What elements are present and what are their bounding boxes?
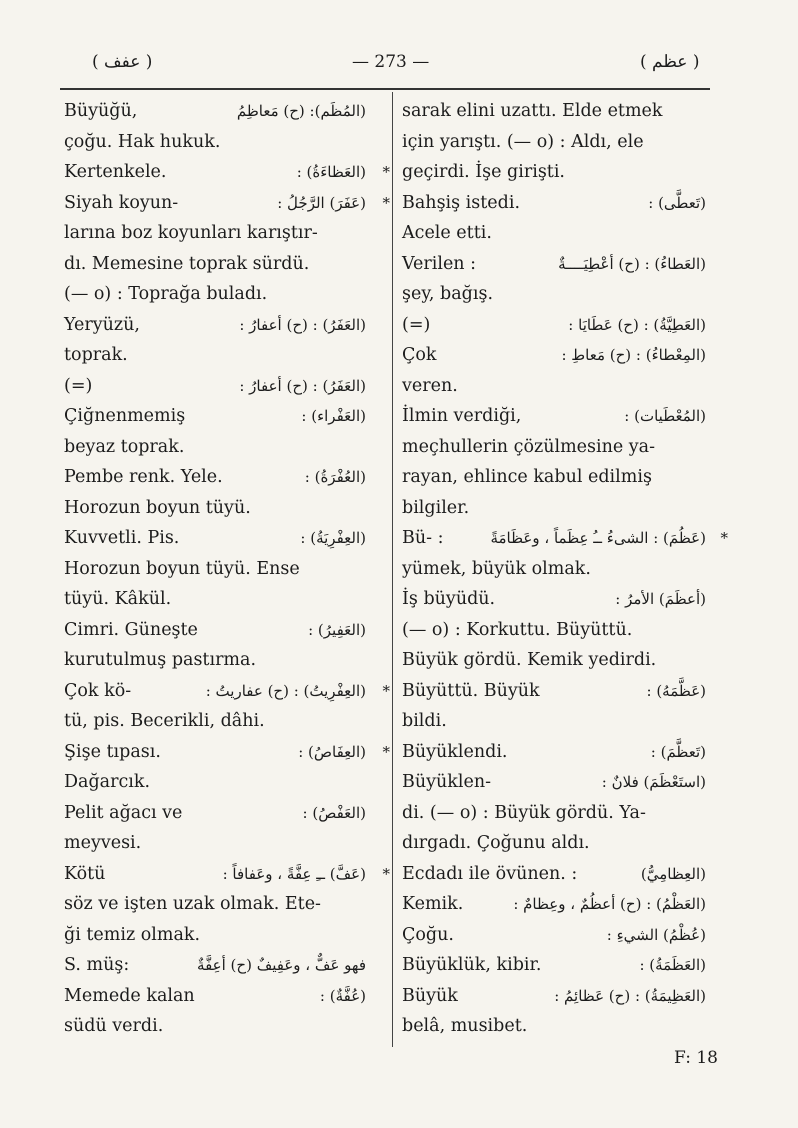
turkish-text: Siyah koyun- [64, 192, 179, 213]
turkish-text: için yarıştı. (— o) : Aldı, ele [402, 131, 644, 152]
page-header [0, 52, 798, 82]
entry-line [64, 828, 394, 859]
left-column [64, 96, 394, 1042]
turkish-text: Büyük [402, 985, 458, 1006]
entry-line [402, 401, 714, 432]
turkish-text: Acele etti. [402, 223, 492, 243]
arabic-headword: فهو عَفٌّ ، وعَفِيفٌ (ح) أعِفَّةٌ [197, 956, 366, 974]
entry-line [64, 554, 394, 585]
right-column [402, 96, 728, 1042]
entry-line [402, 615, 714, 646]
turkish-text: geçirdi. İşe girişti. [402, 162, 565, 182]
turkish-text: Bü- : [402, 528, 444, 548]
entry-line [64, 188, 394, 219]
entry-line [402, 554, 714, 585]
entry-line [402, 432, 714, 463]
entry-line [64, 279, 394, 310]
entry-line [402, 279, 714, 310]
arabic-headword: (العَفِيرُ) : [308, 620, 366, 639]
arabic-headword: (العِفْرِيَةُ) : [300, 529, 366, 547]
arabic-headword: (عَظُمَ) : الشىءُ ــُ عِظَماً ، وعَظَامَةً [490, 529, 706, 547]
turkish-text: Cimri. Güneşte [64, 619, 198, 640]
entry-line [402, 218, 714, 249]
entry-line [64, 767, 394, 798]
page-number: — 273 — [352, 52, 430, 72]
arabic-headword: (العَظِيمَةُ) : (ح) عَظائِمُ : [554, 986, 706, 1005]
turkish-text: Dağarcık. [64, 772, 151, 792]
turkish-text: İş büyüdü. [402, 589, 496, 609]
entry-line [64, 310, 394, 341]
entry-line [64, 859, 394, 890]
arabic-headword: (المُظَم): (ح) مَعاظِمُ [236, 102, 366, 120]
entry-line [402, 676, 714, 707]
entry-star-marker: * [382, 193, 390, 212]
turkish-text: veren. [402, 375, 458, 396]
entry-line [64, 493, 394, 524]
arabic-headword: (استَعْظَمَ) فلانٌ : [601, 773, 706, 791]
turkish-text: çoğu. Hak hukuk. [64, 131, 221, 152]
turkish-text: (— o) : Toprağa buladı. [64, 284, 268, 304]
arabic-headword: (العَطِيَّةُ) : (ح) عَطَايَا : [568, 315, 706, 334]
entry-line [64, 462, 394, 493]
entry-line [402, 981, 714, 1012]
entry-line [64, 157, 394, 188]
entry-line [402, 706, 714, 737]
turkish-text: tüyü. Kâkül. [64, 589, 172, 609]
turkish-text: Büyüttü. Büyük [402, 680, 540, 701]
turkish-text: toprak. [64, 345, 128, 365]
entry-line [64, 676, 394, 707]
turkish-text: bildi. [402, 711, 447, 731]
arabic-headword: (تَعظَّمَ) : [650, 742, 706, 761]
arabic-headword: (أعظَمَ) الأمرُ : [615, 590, 706, 608]
entry-line [402, 157, 714, 188]
entry-line [402, 889, 714, 920]
turkish-text: rayan, ehlince kabul edilmiş [402, 467, 652, 487]
turkish-text: dırgadı. Çoğunu aldı. [402, 833, 590, 853]
arabic-headword: (العِفَاصُ) : [298, 742, 366, 761]
turkish-text: tü, pis. Becerikli, dâhi. [64, 711, 265, 731]
entry-line [64, 706, 394, 737]
turkish-text: Kuvvetli. Pis. [64, 528, 180, 548]
turkish-text: S. müş: [64, 955, 130, 975]
turkish-text: Pelit ağacı ve [64, 802, 183, 823]
turkish-text: beyaz toprak. [64, 436, 185, 457]
arabic-headword: (عُظْمُ) الشيءِ : [606, 925, 706, 944]
turkish-text: bilgiler. [402, 497, 470, 518]
header-left-root: ( عفف ) [92, 52, 153, 72]
turkish-text: südü verdi. [64, 1016, 164, 1036]
entry-line [402, 340, 714, 371]
entry-line [402, 798, 714, 829]
turkish-text: Horozun boyun tüyü. [64, 497, 251, 518]
turkish-text: Çiğnenmemiş [64, 406, 186, 426]
entry-line [402, 310, 714, 341]
turkish-text: Kemik. [402, 894, 464, 914]
entry-line [64, 645, 394, 676]
entry-line [64, 889, 394, 920]
turkish-text: kurutulmuş pastırma. [64, 650, 257, 670]
arabic-headword: (تَعطَّى) : [648, 193, 706, 212]
arabic-headword: (المِعْطاءُ) : (ح) مَعاطِ : [561, 346, 706, 364]
turkish-text: Şişe tıpası. [64, 741, 161, 762]
turkish-text: (=) [402, 314, 431, 335]
entry-line [402, 859, 714, 890]
turkish-text: Bahşiş istedi. [402, 192, 521, 213]
entry-line [402, 371, 714, 402]
entry-star-marker: * [382, 163, 390, 181]
turkish-text: belâ, musibet. [402, 1016, 528, 1036]
arabic-headword: (العَطاءُ) : (ح) أعْطِيَــــةٌ [558, 254, 706, 273]
entry-line [64, 249, 394, 280]
entry-line [402, 249, 714, 280]
entry-line [64, 218, 394, 249]
entry-star-marker: * [720, 529, 728, 547]
entry-star-marker: * [382, 742, 390, 761]
turkish-text: (— o) : Korkuttu. Büyüttü. [402, 619, 633, 640]
entry-line [64, 920, 394, 951]
turkish-text: Verilen : [402, 253, 477, 274]
turkish-text: Büyük gördü. Kemik yedirdi. [402, 650, 657, 670]
arabic-headword: (العُفْرَةُ) : [304, 468, 366, 486]
arabic-headword: (العَفَرُ) : (ح) أعفارُ : [239, 376, 366, 395]
turkish-text: larına boz koyunları karıştır- [64, 223, 318, 243]
turkish-text: sarak elini uzattı. Elde etmek [402, 101, 663, 121]
arabic-headword: (عَفَّ) ــِ عِفَّةً ، وعَفافاً : [222, 864, 366, 883]
turkish-text: Çok kö- [64, 680, 132, 701]
turkish-text: Kötü [64, 863, 106, 884]
arabic-headword: (عَظَّمَهُ) : [646, 681, 706, 700]
entry-line [402, 1011, 714, 1042]
arabic-headword: (عُفَّةٌ) : [319, 986, 366, 1005]
turkish-text: Çoğu. [402, 924, 454, 945]
entry-line [402, 645, 714, 676]
entry-line [64, 371, 394, 402]
turkish-text: Büyüğü, [64, 101, 138, 121]
entry-line [64, 798, 394, 829]
turkish-text: İlmin verdiği, [402, 406, 522, 426]
entry-line [64, 1011, 394, 1042]
entry-line [64, 96, 394, 127]
entry-line [402, 737, 714, 768]
arabic-headword: (العَظَمَةُ) : [639, 956, 706, 974]
entry-line [64, 127, 394, 158]
turkish-text: yümek, büyük olmak. [402, 558, 591, 579]
entry-line [64, 615, 394, 646]
turkish-text: söz ve işten uzak olmak. Ete- [64, 894, 321, 914]
header-rule [60, 88, 710, 90]
arabic-headword: (العِظامِيُّ) [640, 864, 706, 883]
turkish-text: dı. Memesine toprak sürdü. [64, 253, 310, 274]
turkish-text: meyvesi. [64, 833, 142, 853]
turkish-text: Kertenkele. [64, 162, 167, 182]
entry-star-marker: * [382, 864, 390, 883]
entry-line [402, 127, 714, 158]
entry-line [64, 981, 394, 1012]
turkish-text: Büyüklendi. [402, 741, 508, 762]
entry-line [402, 493, 714, 524]
arabic-headword: (العَفْراء) : [301, 407, 366, 425]
turkish-text: Pembe renk. Yele. [64, 467, 223, 487]
arabic-headword: (العَظْمُ) : (ح) أعظُمٌ ، وعِظامٌ : [513, 895, 706, 913]
entry-line [64, 950, 394, 981]
signature-mark: F: 18 [674, 1048, 718, 1068]
entry-line [64, 584, 394, 615]
entry-line [402, 188, 714, 219]
turkish-text: meçhullerin çözülmesine ya- [402, 436, 656, 457]
arabic-headword: (العَفْصُ) : [302, 803, 366, 822]
entry-line [402, 950, 714, 981]
entry-line [402, 523, 728, 554]
entry-line [402, 767, 714, 798]
arabic-headword: (المُعْطَيات) : [624, 407, 706, 425]
turkish-text: Büyüklen- [402, 772, 492, 792]
arabic-headword: (العَفَرُ) : (ح) أعفارُ : [239, 315, 366, 334]
entry-line [402, 584, 714, 615]
entry-line [64, 432, 394, 463]
entry-line [402, 828, 714, 859]
turkish-text: Yeryüzü, [64, 314, 140, 335]
entry-line [402, 920, 714, 951]
arabic-headword: (العِفْرِيتُ) : (ح) عفاريتُ : [205, 681, 366, 700]
turkish-text: Memede kalan [64, 985, 195, 1006]
entry-line [64, 737, 394, 768]
entry-star-marker: * [382, 681, 390, 700]
entry-line [64, 523, 394, 554]
arabic-headword: (عَفَرَ) الرَّجُلُ : [277, 193, 366, 212]
turkish-text: şey, bağış. [402, 284, 494, 304]
entry-line [402, 96, 714, 127]
entry-line [402, 462, 714, 493]
header-right-root: ( عظم ) [640, 52, 700, 72]
turkish-text: Ecdadı ile övünen. : [402, 863, 578, 884]
arabic-headword: (العَظاءَةُ) : [296, 163, 366, 181]
entry-line [64, 401, 394, 432]
turkish-text: Horozun boyun tüyü. Ense [64, 558, 300, 579]
turkish-text: (=) [64, 375, 93, 396]
turkish-text: Çok [402, 345, 437, 365]
turkish-text: ği temiz olmak. [64, 924, 201, 945]
turkish-text: Büyüklük, kibir. [402, 955, 542, 975]
turkish-text: di. (— o) : Büyük gördü. Ya- [402, 802, 646, 823]
entry-line [64, 340, 394, 371]
